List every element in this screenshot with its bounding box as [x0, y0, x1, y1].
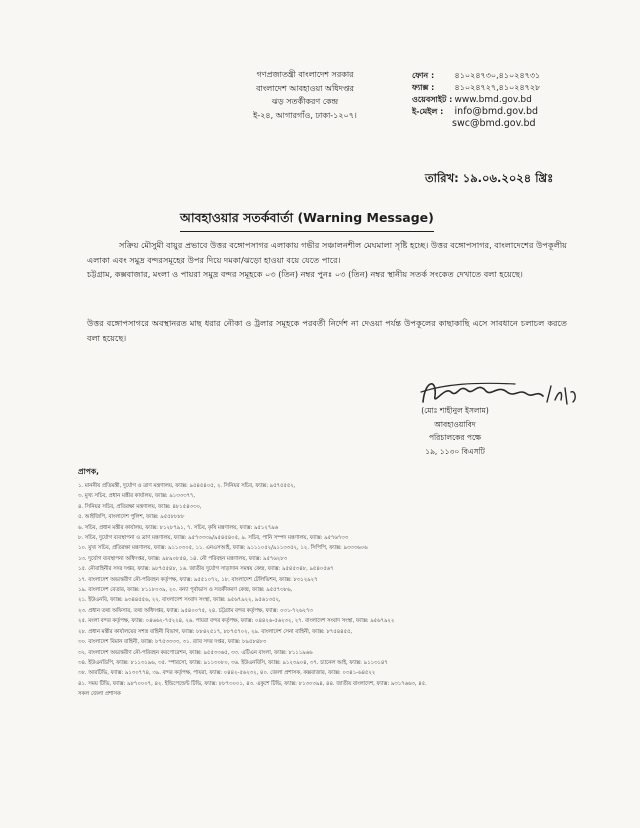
distribution-line: ৬. সচিব, প্রধান মন্ত্রীর কার্যালয়, ফ্যাক্স: ৮১২৮৭৯১, ৭. সচিব, কৃষি মন্ত্রণালয়, ফ্যাক্স: ৯৫১২৭৯৬: [78, 524, 279, 531]
letter-date: তারিখ: ১৯.০৬.২০২৪ খ্রিঃ: [425, 171, 554, 185]
distribution-line: ২৮. প্রধান মন্ত্রীর কার্যালয়ের সশস্ত্র বাহিনী বিভাগ, ফ্যাক্স: ৮৮৪২৫১৭, ৮৮৭৫৭০২, ২৯. বাংলাদেশ সেনা বাহিনী, ফ্যাক্স: ৮৭৫৪৪৫৫,: [78, 628, 353, 635]
distribution-line: ৪. সিনিয়র সচিব, প্রতিরক্ষা মন্ত্রণালয়, ফ্যাক্স: ৪৮১৫৪৩৩০,: [78, 503, 202, 510]
paragraph-3: উত্তর বঙ্গোপসাগরে অবস্থানরত মাছ ধরার নৌকা ও ট্রলার সমূহকে পরবর্তী নির্দেশ না দেওয়া পর্যন্ত উপকূলের কাছাকাছি এসে সাবধানে চলাচল করতে বলা হয়েছে।: [87, 318, 567, 343]
distribution-line: ১৭. বাংলাদেশ অভ্যন্তরীণ নৌ-পরিবহন কর্তৃপক্ষ, ফ্যাক্স: ৯৫৫১০৭২, ১৮. বাংলাদেশ টেলিভিশন, ফ্যাক্স: ৮৩১২৯২৭: [78, 576, 318, 583]
gov-line: ই-২৪, আগারগাঁও, ঢাকা-১২০৭।: [253, 110, 357, 120]
distribution-line: ৩০. বাংলাদেশ বিমান বাহিনী, ফ্যাক্স: ৮৭৫৩৩৩৩, ৩১. র‍্যাব সদর দপ্তর, ফ্যাক্স: ৮৯৫৮৪৮৩: [78, 639, 267, 646]
paragraph-1: সক্রিয় মৌসুমী বায়ুর প্রভাবে উত্তর বঙ্গোপসাগর এলাকায় গভীর সঞ্চালনশীল মেঘমালা সৃষ্টি হচ্ছে। উত্তর বঙ্গোপসাগর, বাংলাদেশের উপকূলীয় এলাকা এবং সমুদ্র বন্দরসমূহের উপর দিয়ে দমকা/ঝড়ো হাওয়া বয়ে যেতে পারে।: [87, 240, 567, 265]
signatory-block: [400, 404, 510, 458]
distribution-line: সকল জেলা প্রশাসক: [78, 691, 121, 698]
email-row: [412, 106, 540, 118]
distribution-line: ৫. আইজিপি, বাংলাদেশ পুলিশ, ফ্যাক্স: ৯৫৫৮৮৮৮: [78, 514, 185, 521]
distribution-line: ৮. সচিব, দুর্যোগ ব্যবস্থাপনা ও ত্রাণ মন্ত্রণালয়, ফ্যাক্স: ৯৫৭৩৩৩৯/৯৫৪৫৪০৫, ৯. সচিব, পানি সম্পদ মন্ত্রণালয়, ফ্যাক্স: ৯৫৭৬৭৩৩: [78, 535, 349, 542]
fax-value: ৪১০২৪৭২৭,৪১০২৪৭২৮: [454, 83, 541, 92]
gov-line: ঝড় সতর্কীকরণ কেন্দ্র: [271, 97, 339, 106]
email-value-1: info@bmd.gov.bd: [454, 106, 539, 117]
website-value: www.bmd.gov.bd: [454, 95, 532, 105]
signatory-name: (মোঃ শাহীনুল ইসলাম): [421, 406, 489, 415]
contact-block: [412, 70, 540, 130]
fax-label: ফ্যাক্স :: [412, 83, 435, 92]
phone-row: [412, 70, 540, 82]
fax-row: [412, 82, 540, 94]
signatory-on-behalf: পরিচালকের পক্ষে: [428, 433, 482, 442]
distribution-line: ১. মাননীয় প্রতিমন্ত্রী, দুর্যোগ ও ত্রাণ মন্ত্রণালয়, ফ্যাক্স: ৯৫৪৫৪০৫, ২. সিনিয়র সচিব, ফ্যাক্স: ৯৫৭৫৫৫২,: [78, 483, 296, 489]
distribution-line: ১৩. দুর্যোগ ব্যবস্থাপনা অধিদপ্তর, ফ্যাক্স: ৯৮৯০৮৫৪, ১৪. নৌ পরিবহন মন্ত্রণালয়, ফ্যাক্স: ৯৫৭৬২৮৩: [78, 555, 288, 562]
email-value-2: swc@bmd.gov.bd: [452, 118, 536, 129]
distribution-line: ১৫. নৌবাহিনীর সদর দপ্তর, ফ্যাক্স: ৯৮৭৫৫৪৮, ১৬. জাতীয় দুর্যোগ সাড়াদান সমন্বয় কেন্দ্র, ফ্যাক্স: ৯৫৪৫৩৪৮, ৯৫৪০৫৬৭: [78, 566, 334, 573]
distribution-line: ৪১. সময় টিভি, ফ্যাক্স: ৯৮৭০০০৭, ৪২. ইন্ডিপেন্ডেন্ট টিভি, ফ্যাক্স: ৮৮৭৩০০১, ৪৩. একুশে টিভি, ফ্যাক্স: ৮১৩০৩৯৪, ৪৪. জাতীয় বাংলাদেশ, ফ্যাক্স: ৯৩১৭৬৬৩, ৪৫.: [78, 680, 427, 687]
email-label: ই-মেইল :: [412, 107, 444, 116]
phone-value: ৪১০২৪৭৩০,৪১০২৪৭৩১: [454, 71, 541, 80]
website-row: [412, 94, 540, 106]
page-title: আবহাওয়ার সতর্কবার্তা (Warning Message): [180, 210, 434, 232]
distribution-line: ১৯. বাংলাদেশ বেতার, ফ্যাক্স: ৮১১৮০৩৯, ২০. বন্যা পূর্বাভাস ও সতর্কীকরণ কেন্দ্র, ফ্যাক্স: ৯৫৫৭৩৮৬,: [78, 587, 293, 594]
distribution-line: ২৫. মংলা বন্দর কর্তৃপক্ষ, ফ্যাক্স: ০৪৬৬২-৭৫২২৪, ২৬. পায়রা বন্দর কর্তৃপক্ষ, ফ্যাক্স: ০৪৪২৬-৫৬২৩২, ২৭. বাংলাদেশ সংবাদ সংস্থা, ফ্যাক্স: ৯৫৬৭৯২২: [78, 618, 395, 625]
distribution-line: ১০. মুখ্য সচিব, প্রতিরক্ষা মন্ত্রণালয়, ফ্যাক্স: ৯১১০৩০৫, ১১. এনএসআই, ফ্যাক্স: ৯১১১০৫২/৯১১৩৩৫২, ১২. সিপিপি, ফ্যাক্স: ৯৩৩৩৬০৬: [78, 545, 368, 552]
distribution-line: ৩. মুখ্য সচিব, প্রধান মন্ত্রীর কার্যালয়, ফ্যাক্স: ৯১৩৩৩৭৭,: [78, 493, 196, 500]
distribution-line: ৩২. বাংলাদেশ অভ্যন্তরীণ নৌ-পরিবহন করপোরেশন, ফ্যাক্স: ৯৫৫৩৩৬৫, ৩৩. এটিএন বাংলা, ফ্যাক্স: ৮১১১৯৬৬: [78, 649, 313, 656]
paragraph-2: চট্টগ্রাম, কক্সবাজার, মংলা ও পায়রা সমুদ্র বন্দর সমূহকে ০৩ (তিন) নম্বর পুনঃ ০৩ (তিন) নম্বর স্থানীয় সতর্ক সংকেত দেখাতে বলা হয়েছে।: [87, 269, 523, 279]
signatory-designation: আবহাওয়াবিদ: [434, 419, 476, 429]
distribution-line: ২৩. প্রধান তথ্য অফিসার, তথ্য অধিদপ্তর, ফ্যাক্স: ৯৫৪০০৭৫, ২৪. চট্টগ্রাম বন্দর কর্তৃপক্ষ, ফ্যাক্স: ০৩১-৭২৬২৭৩: [78, 607, 313, 614]
distribution-title: প্রাপক,: [78, 467, 99, 476]
distribution-line: ৩৮. আরটিভি, ফ্যাক্স: ৯১৩০৭৭৪, ৩৯. বন্দর কর্তৃপক্ষ, পায়রা, ফ্যাক্স: ০৪৪২-৫৬২৩২, ৪০. জেলা প্রশাসক, কক্সবাজার, ফ্যাক্স: ০৩৪১-৬৪৫২২: [78, 670, 376, 677]
distribution-line: ২১. ইউএনবি, ফ্যাক্স: ৯৩৪৪৫৫৬, ২২. বাংলাদেশ সংবাদ সংস্থা, ফ্যাক্স: ৯৫৬৭৯২২, ৯৫৬১৩৫২,: [78, 597, 281, 604]
website-label: ওয়েবসাইট :: [412, 95, 453, 104]
gov-line: বাংলাদেশ আবহাওয়া অধিদপ্তর: [256, 83, 354, 93]
distribution-list: [78, 481, 578, 700]
distribution-line: ৩৪. ইউএনডিপি, ফ্যাক্স: ৮১১৩১৯৬, ৩৫. স্পারসো, ফ্যাক্স: ৯১১৩০৮০, ৩৬. ইউএনবিসি, ফ্যাক্স: ৯১২৩৯০৪, ৩৭. চ্যানেল আই, ফ্যাক্স: ৯১১৩১৪৭: [78, 659, 388, 666]
letterhead-organization: [220, 68, 390, 122]
phone-label: ফোন :: [412, 71, 435, 80]
gov-line: গণপ্রজাতন্ত্রী বাংলাদেশ সরকার: [256, 70, 354, 79]
signatory-time: ১৯, ১১৩০ বিএসটি: [425, 446, 485, 456]
